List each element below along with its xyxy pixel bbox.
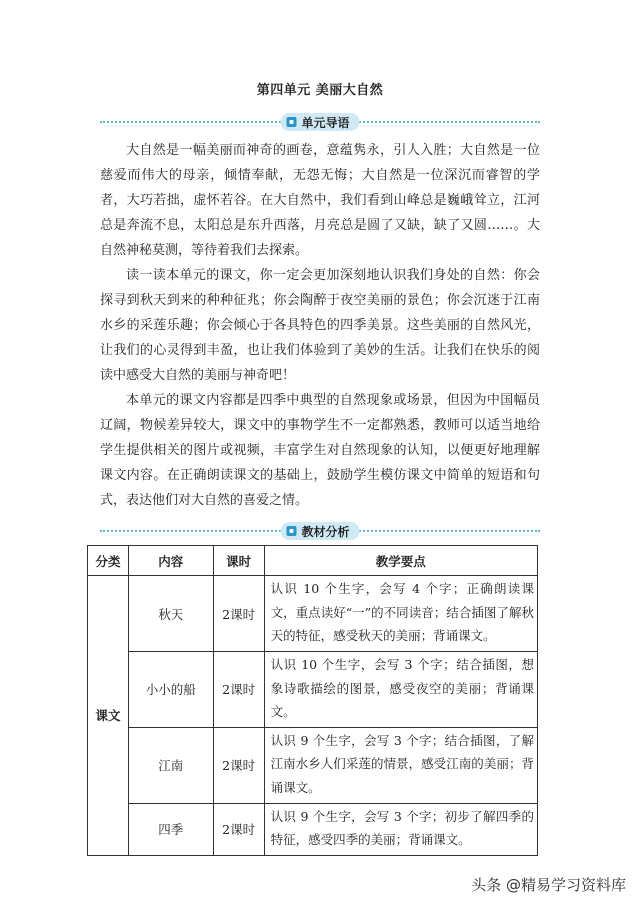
- lesson-hours: 2课时: [213, 652, 264, 728]
- lesson-analysis-table: [87, 545, 538, 856]
- teaching-points: 认识 9 个生字，会写 3 个字；结合插图，了解江南水乡人们采莲的情景，感受江南的美丽；背诵课文。: [264, 727, 537, 803]
- lesson-name: 四季: [128, 803, 213, 855]
- table-row: [88, 803, 538, 855]
- analysis-tab: [280, 522, 359, 540]
- table-header-row: [88, 546, 538, 576]
- bookmark-icon: [286, 526, 296, 536]
- page-title: 第四单元 美丽大自然: [256, 83, 384, 98]
- teaching-points: 认识 10 个生字，会写 4 个字；正确朗读课文，重点读好“一”的不同读音；结合插图了解秋天的特征，感受秋天的美丽；背诵课文。: [264, 576, 537, 652]
- lesson-hours: 2课时: [213, 727, 264, 803]
- category-cell: 课文: [88, 576, 129, 856]
- column-header: 课时: [213, 546, 264, 576]
- unit-guide-header: [100, 112, 540, 132]
- unit-guide-paragraph: 本单元的课文内容都是四季中典型的自然现象或场景，但因为中国幅员辽阔，物候差异较大，课文中的事物学生不一定都熟悉，教师可以适当地给学生提供相关的图片或视频，丰富学生对自然现象的认知，以便更好地理解课文内容。在正确朗读课文的基础上，鼓励学生模仿课文中简单的短语和句式，表达他们对大自然的喜爱之情。: [100, 393, 540, 508]
- lesson-hours: 2课时: [213, 803, 264, 855]
- unit-guide-heading: 单元导语: [301, 115, 350, 130]
- lesson-name: 秋天: [128, 576, 213, 652]
- table-row: [88, 727, 538, 803]
- teaching-points: 认识 10 个生字，会写 3 个字；结合插图，想象诗歌描绘的图景，感受夜空的美丽；背诵课文。: [264, 652, 537, 728]
- teaching-points: 认识 9 个生字，会写 3 个字；初步了解四季的特征，感受四季的美丽；背诵课文。: [264, 803, 537, 855]
- column-header: 内容: [128, 546, 213, 576]
- unit-guide-paragraph: 大自然是一幅美丽而神奇的画卷，意蕴隽永，引人入胜；大自然是一位慈爱而伟大的母亲，倾情奉献，无怨无悔；大自然是一位深沉而睿智的学者，大巧若拙，虚怀若谷。在大自然中，我们看到山峰总是巍峨耸立，江河总是奔流不息，太阳总是东升西落，月亮总是圆了又缺，缺了又圆……。大自然神秘莫测，等待着我们去探索。: [100, 143, 540, 258]
- source-watermark: 头条 @精易学习资料库: [471, 876, 626, 894]
- unit-guide-tab: [280, 113, 359, 131]
- lesson-name: 小小的船: [128, 652, 213, 728]
- analysis-heading: 教材分析: [301, 524, 350, 539]
- table-row: [88, 652, 538, 728]
- lesson-name: 江南: [128, 727, 213, 803]
- unit-guide-paragraph: 读一读本单元的课文，你一定会更加深刻地认识我们身处的自然：你会探寻到秋天到来的种种征兆；你会陶醉于夜空美丽的景色；你会沉迷于江南水乡的采莲乐趣；你会倾心于各具特色的四季美景。这些美丽的自然风光，让我们的心灵得到丰盈，也让我们体验到了美妙的生活。让我们在快乐的阅读中感受大自然的美丽与神奇吧！: [100, 268, 540, 383]
- analysis-header: [100, 521, 540, 541]
- column-header: 分类: [88, 546, 129, 576]
- bookmark-icon: [286, 117, 296, 127]
- column-header: 教学要点: [264, 546, 537, 576]
- table-row: [88, 576, 538, 652]
- lesson-hours: 2课时: [213, 576, 264, 652]
